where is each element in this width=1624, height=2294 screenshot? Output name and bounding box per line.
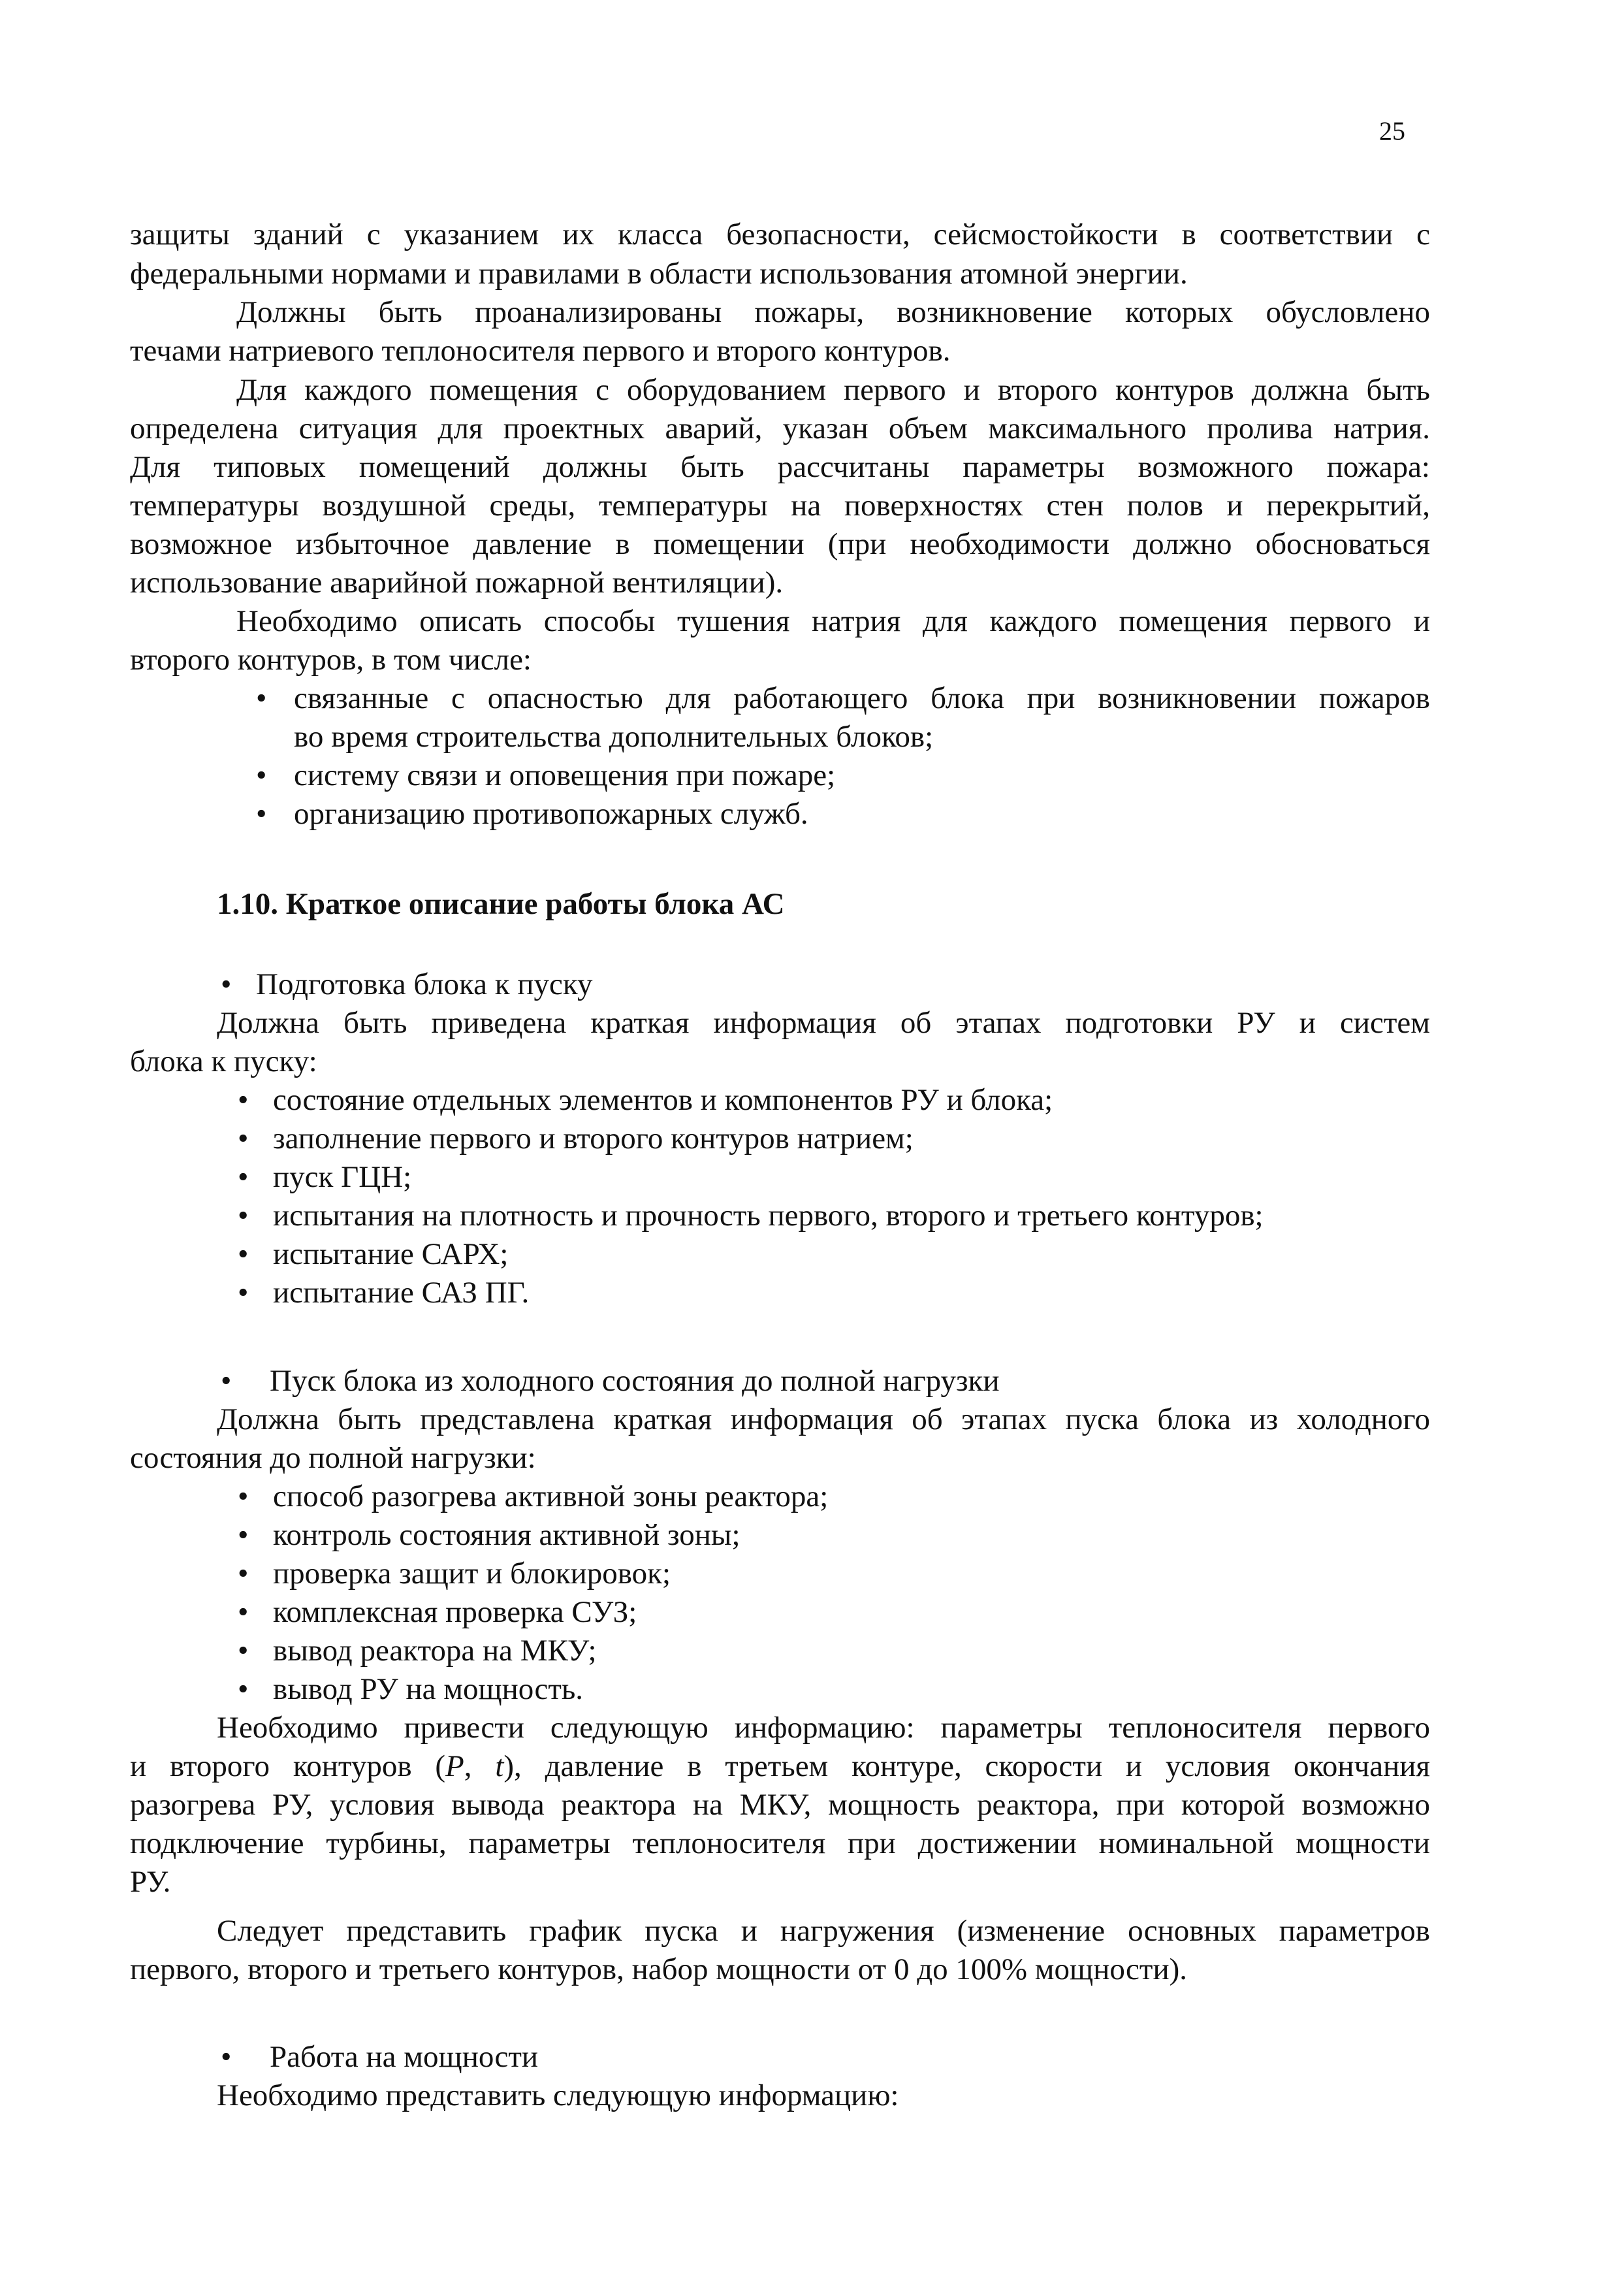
pressure-symbol: P <box>445 1749 464 1783</box>
list-item: комплексная проверка СУЗ; <box>273 1595 637 1629</box>
subsection-text-line-1: Должна быть приведена краткая информация об этапах подготовки РУ и систем <box>217 1006 1430 1040</box>
page-number: 25 <box>1379 116 1405 146</box>
paragraph-line: РУ. <box>130 1865 171 1899</box>
list-item-continuation: во время строительства дополнительных блоков; <box>294 720 934 754</box>
paragraph-line: Необходимо привести следующую информацию: параметры теплоносителя первого <box>217 1711 1430 1745</box>
paragraph-1-line-2: федеральными нормами и правилами в области использования атомной энергии. <box>130 257 1188 291</box>
paragraph-4-line-2: второго контуров, в том числе: <box>130 643 532 677</box>
subsection-title: Подготовка блока к пуску <box>256 967 593 1001</box>
bullet-icon: • <box>238 1595 249 1629</box>
bullet-icon: • <box>238 1672 249 1706</box>
bullet-icon: • <box>238 1479 249 1513</box>
paragraph-line: разогрева РУ, условия вывода реактора на МКУ, мощность реактора, при которой возможно <box>130 1788 1430 1822</box>
bullet-icon: • <box>238 1160 249 1194</box>
list-item: организацию противопожарных служб. <box>294 797 808 831</box>
bullet-icon: • <box>221 2040 232 2074</box>
paragraph-2-line-2: течами натриевого теплоносителя первого и второго контуров. <box>130 334 951 368</box>
bullet-icon: • <box>221 1364 232 1398</box>
paragraph-2-line-1: Должны быть проанализированы пожары, возникновение которых обусловлено <box>236 295 1430 329</box>
bullet-icon: • <box>256 681 267 715</box>
section-heading: 1.10. Краткое описание работы блока АС <box>217 887 785 921</box>
bullet-icon: • <box>238 1122 249 1155</box>
list-item: пуск ГЦН; <box>273 1160 412 1194</box>
paragraph-3-line-3: Для типовых помещений должны быть рассчитаны параметры возможного пожара: <box>130 450 1430 484</box>
list-item: вывод РУ на мощность. <box>273 1672 584 1706</box>
list-item: вывод реактора на МКУ; <box>273 1634 597 1668</box>
bullet-icon: • <box>238 1518 249 1552</box>
subsection-text-line-2: состояния до полной нагрузки: <box>130 1441 536 1475</box>
bullet-icon: • <box>256 797 267 831</box>
bullet-icon: • <box>238 1557 249 1591</box>
list-item: систему связи и оповещения при пожаре; <box>294 758 836 792</box>
list-item: испытание САЗ ПГ. <box>273 1276 530 1310</box>
list-item: связанные с опасностью для работающего блока при возникновении пожаров <box>294 681 1430 715</box>
subsection-text-line-1: Должна быть представлена краткая информация об этапах пуска блока из холодного <box>217 1402 1430 1436</box>
list-item: проверка защит и блокировок; <box>273 1557 671 1591</box>
bullet-icon: • <box>238 1199 249 1233</box>
list-item: способ разогрева активной зоны реактора; <box>273 1479 829 1513</box>
temperature-symbol: t <box>495 1749 504 1783</box>
list-item: заполнение первого и второго контуров натрием; <box>273 1122 914 1155</box>
bullet-icon: • <box>238 1276 249 1310</box>
subsection-text-line-1: Необходимо представить следующую информацию: <box>217 2078 899 2112</box>
bullet-icon: • <box>238 1237 249 1271</box>
paragraph-3-line-6: использование аварийной пожарной вентиляции). <box>130 566 784 600</box>
subsection-title: Работа на мощности <box>270 2040 539 2074</box>
bullet-icon: • <box>238 1634 249 1668</box>
paragraph-line-with-symbols <box>130 1747 1430 1785</box>
paragraph-4-line-1: Необходимо описать способы тушения натрия для каждого помещения первого и <box>236 604 1430 638</box>
paragraph-line: первого, второго и третьего контуров, набор мощности от 0 до 100% мощности). <box>130 1952 1187 1986</box>
paragraph-1-line-1: защиты зданий с указанием их класса безопасности, сейсмостойкости в соответствии с <box>130 218 1430 251</box>
list-item: испытания на плотность и прочность первого, второго и третьего контуров; <box>273 1199 1264 1233</box>
list-item: контроль состояния активной зоны; <box>273 1518 740 1552</box>
list-item: состояние отдельных элементов и компонентов РУ и блока; <box>273 1083 1053 1117</box>
list-item: испытание САРХ; <box>273 1237 509 1271</box>
bullet-icon: • <box>221 967 232 1001</box>
paragraph-line: подключение турбины, параметры теплоносителя при достижении номинальной мощности <box>130 1826 1430 1860</box>
text-fragment: и второго контуров ( <box>130 1749 446 1783</box>
paragraph-line: Следует представить график пуска и нагружения (изменение основных параметров <box>217 1914 1430 1948</box>
paragraph-3-line-4: температуры воздушной среды, температуры на поверхностях стен полов и перекрытий, <box>130 489 1430 523</box>
paragraph-3-line-1: Для каждого помещения с оборудованием первого и второго контуров должна быть <box>236 373 1430 407</box>
paragraph-3-line-5: возможное избыточное давление в помещении (при необходимости должно обосноваться <box>130 527 1430 561</box>
subsection-title: Пуск блока из холодного состояния до полной нагрузки <box>270 1364 1000 1398</box>
paragraph-3-line-2: определена ситуация для проектных аварий, указан объем максимального пролива натрия. <box>130 412 1430 445</box>
text-fragment: , <box>464 1749 496 1783</box>
bullet-icon: • <box>238 1083 249 1117</box>
bullet-icon: • <box>256 758 267 792</box>
text-fragment: ), давление в третьем контуре, скорости и условия окончания <box>503 1749 1430 1783</box>
subsection-text-line-2: блока к пуску: <box>130 1044 317 1078</box>
